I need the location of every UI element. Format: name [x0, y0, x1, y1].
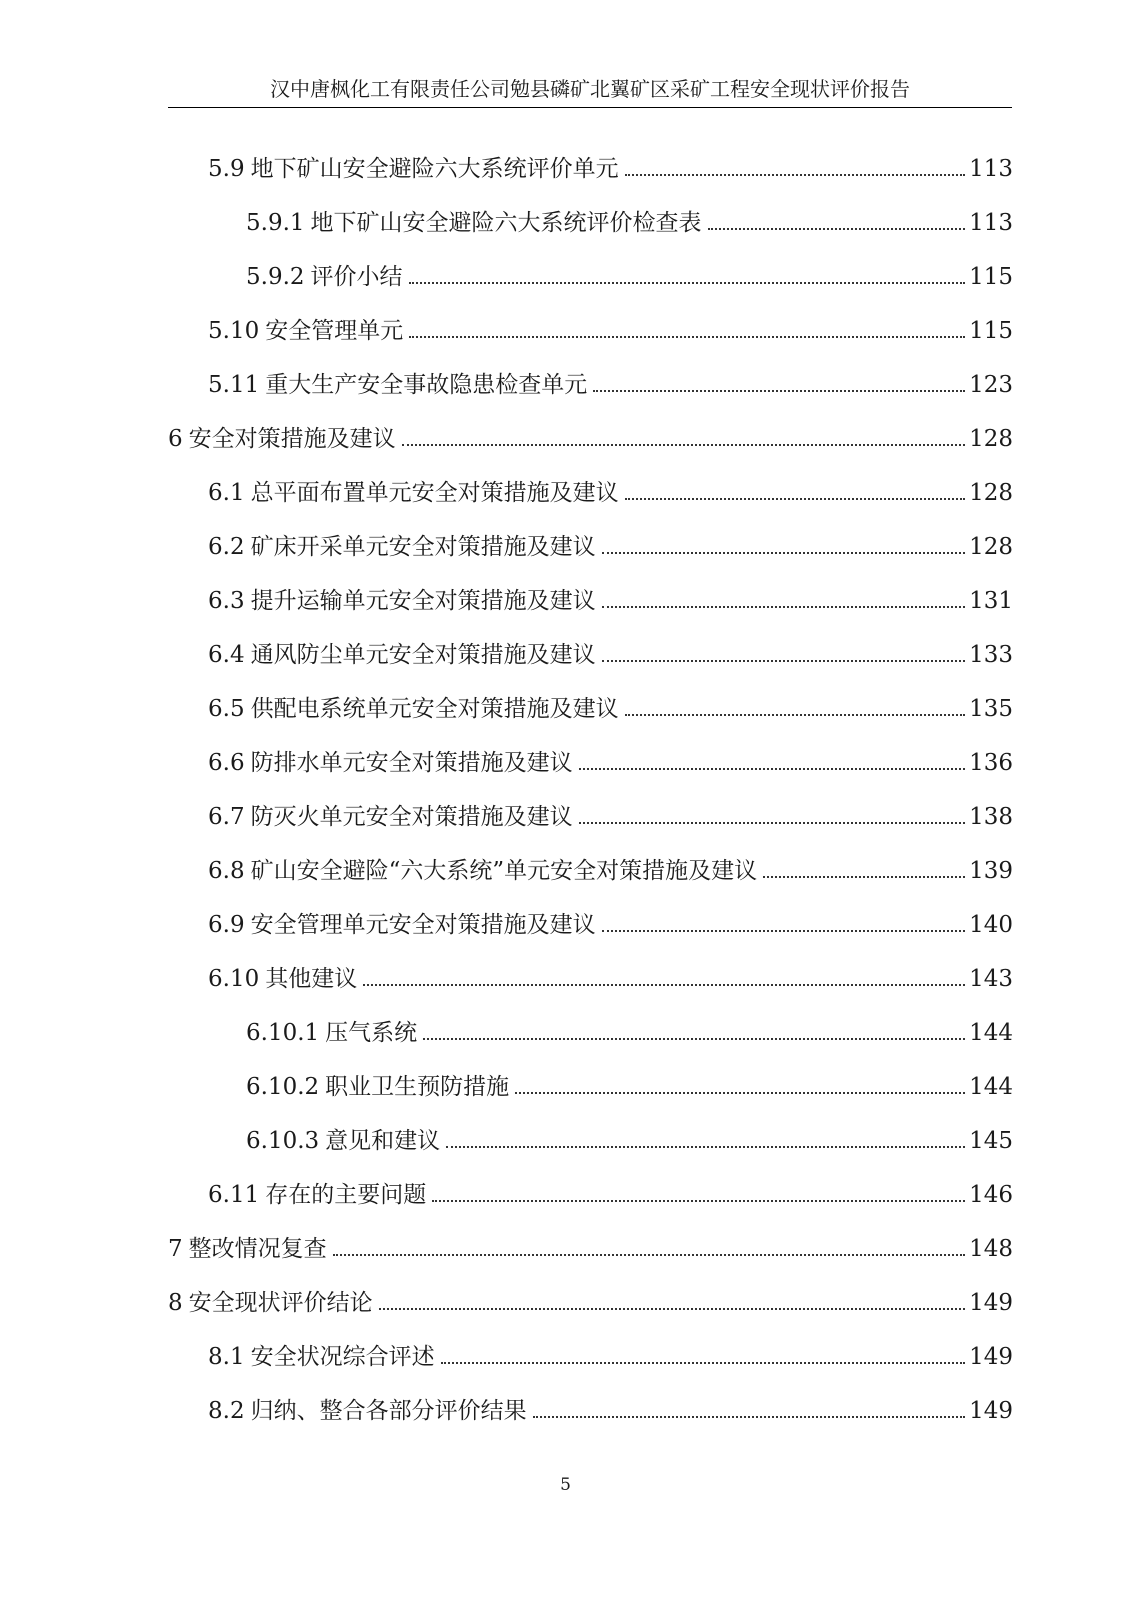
- toc-entry-page: 145: [969, 1128, 1013, 1154]
- toc-entry-number: 6.1: [208, 480, 245, 506]
- toc-dot-leader: [602, 605, 966, 608]
- toc-dot-leader: [409, 281, 966, 284]
- toc-dot-leader: [708, 227, 966, 230]
- toc-dot-leader: [625, 173, 966, 176]
- toc-entry[interactable]: [208, 528, 1013, 562]
- page-number: 5: [560, 1475, 571, 1495]
- toc-entry-page: 115: [969, 264, 1013, 290]
- toc-entry-page: 135: [969, 696, 1013, 722]
- toc-dot-leader: [379, 1307, 965, 1310]
- toc-dot-leader: [602, 659, 966, 662]
- toc-entry-number: 8.2: [208, 1398, 245, 1424]
- toc-entry-title: 安全管理单元安全对策措施及建议: [250, 912, 596, 938]
- toc-entry-page: 133: [969, 642, 1013, 668]
- toc-dot-leader: [763, 875, 965, 878]
- toc-entry-title: 地下矿山安全避险六大系统评价检查表: [310, 210, 702, 236]
- toc-entry-number: 6.6: [208, 750, 245, 776]
- toc-entry-title: 通风防尘单元安全对策措施及建议: [250, 642, 596, 668]
- toc-entry-number: 8: [168, 1290, 183, 1316]
- toc-entry[interactable]: [168, 1284, 1013, 1318]
- toc-entry[interactable]: [208, 1338, 1013, 1372]
- toc-entry-page: 143: [969, 966, 1013, 992]
- toc-entry-number: 5.9: [208, 156, 245, 182]
- toc-dot-leader: [533, 1415, 966, 1418]
- toc-entry[interactable]: [208, 690, 1013, 724]
- toc-entry-page: 128: [969, 534, 1013, 560]
- toc-entry-title: 归纳、整合各部分评价结果: [250, 1398, 527, 1424]
- toc-entry[interactable]: [246, 258, 1013, 292]
- toc-entry-page: 113: [969, 156, 1013, 182]
- toc-entry-number: 6.10.2: [246, 1074, 320, 1100]
- toc-entry-number: 5.11: [208, 372, 260, 398]
- toc-entry-title: 整改情况复查: [188, 1236, 327, 1262]
- toc-entry-title: 供配电系统单元安全对策措施及建议: [250, 696, 619, 722]
- toc-entry-title: 存在的主要问题: [265, 1182, 427, 1208]
- toc-entry-title: 压气系统: [325, 1020, 418, 1046]
- toc-entry-number: 5.9.2: [246, 264, 305, 290]
- toc-entry-number: 6.2: [208, 534, 245, 560]
- toc-entry-number: 6.8: [208, 858, 245, 884]
- toc-entry-title: 安全对策措施及建议: [188, 426, 396, 452]
- toc-entry-number: 6.10.3: [246, 1128, 320, 1154]
- toc-entry-page: 144: [969, 1074, 1013, 1100]
- toc-entry-title: 矿床开采单元安全对策措施及建议: [250, 534, 596, 560]
- toc-dot-leader: [625, 713, 966, 716]
- toc-dot-leader: [363, 983, 965, 986]
- toc-entry-number: 6: [168, 426, 183, 452]
- toc-entry-title: 提升运输单元安全对策措施及建议: [250, 588, 596, 614]
- toc-entry[interactable]: [208, 474, 1013, 508]
- toc-dot-leader: [602, 929, 966, 932]
- toc-entry-title: 重大生产安全事故隐患检查单元: [265, 372, 588, 398]
- toc-entry-page: 139: [969, 858, 1013, 884]
- toc-dot-leader: [446, 1145, 965, 1148]
- toc-entry[interactable]: [168, 420, 1013, 454]
- toc-entry[interactable]: [168, 1230, 1013, 1264]
- toc-entry-number: 6.5: [208, 696, 245, 722]
- toc-entry[interactable]: [208, 312, 1013, 346]
- toc-entry-title: 安全状况综合评述: [250, 1344, 435, 1370]
- toc-entry-page: 149: [969, 1398, 1013, 1424]
- toc-entry-number: 8.1: [208, 1344, 245, 1370]
- toc-entry[interactable]: [246, 1014, 1013, 1048]
- toc-entry-number: 6.10.1: [246, 1020, 320, 1046]
- toc-dot-leader: [602, 551, 966, 554]
- toc-dot-leader: [409, 335, 965, 338]
- toc-entry-number: 6.10: [208, 966, 260, 992]
- toc-entry-title: 防灭火单元安全对策措施及建议: [250, 804, 573, 830]
- toc-entry-title: 总平面布置单元安全对策措施及建议: [250, 480, 619, 506]
- toc-entry-page: 149: [969, 1290, 1013, 1316]
- toc-dot-leader: [402, 443, 965, 446]
- toc-entry[interactable]: [246, 1122, 1013, 1156]
- toc-entry-number: 6.11: [208, 1182, 260, 1208]
- toc-entry-number: 7: [168, 1236, 183, 1262]
- toc-entry-page: 140: [969, 912, 1013, 938]
- toc-entry-title: 意见和建议: [325, 1128, 441, 1154]
- toc-entry-page: 128: [969, 480, 1013, 506]
- toc-entry[interactable]: [208, 744, 1013, 778]
- toc-dot-leader: [579, 821, 966, 824]
- toc-entry[interactable]: [208, 852, 1013, 886]
- toc-entry[interactable]: [208, 366, 1013, 400]
- toc-entry-number: 5.9.1: [246, 210, 305, 236]
- toc-dot-leader: [579, 767, 966, 770]
- toc-dot-leader: [515, 1091, 965, 1094]
- toc-dot-leader: [423, 1037, 965, 1040]
- toc-entry[interactable]: [208, 798, 1013, 832]
- toc-entry-page: 144: [969, 1020, 1013, 1046]
- toc-entry-page: 123: [969, 372, 1013, 398]
- toc-entry[interactable]: [208, 150, 1013, 184]
- toc-entry-page: 113: [969, 210, 1013, 236]
- toc-entry-page: 131: [969, 588, 1013, 614]
- toc-entry-title: 评价小结: [310, 264, 403, 290]
- toc-entry[interactable]: [208, 960, 1013, 994]
- toc-entry-title: 其他建议: [265, 966, 358, 992]
- toc-entry-title: 职业卫生预防措施: [325, 1074, 510, 1100]
- toc-dot-leader: [625, 497, 966, 500]
- toc-entry-page: 148: [969, 1236, 1013, 1262]
- toc-entry-number: 6.7: [208, 804, 245, 830]
- toc-entry[interactable]: [208, 1176, 1013, 1210]
- toc-entry-page: 146: [969, 1182, 1013, 1208]
- toc-entry[interactable]: [208, 906, 1013, 940]
- toc-dot-leader: [432, 1199, 965, 1202]
- toc-entry-page: 115: [969, 318, 1013, 344]
- toc-entry[interactable]: [208, 636, 1013, 670]
- toc-entry[interactable]: [246, 204, 1013, 238]
- toc-dot-leader: [593, 389, 965, 392]
- toc-entry-title: 防排水单元安全对策措施及建议: [250, 750, 573, 776]
- toc-dot-leader: [333, 1253, 965, 1256]
- toc-entry-number: 5.10: [208, 318, 260, 344]
- toc-entry-number: 6.9: [208, 912, 245, 938]
- toc-entry-title: 矿山安全避险“六大系统”单元安全对策措施及建议: [250, 858, 758, 884]
- toc-entry[interactable]: [208, 582, 1013, 616]
- toc-entry-page: 149: [969, 1344, 1013, 1370]
- toc-entry[interactable]: [208, 1392, 1013, 1426]
- toc-entry-title: 安全管理单元: [265, 318, 404, 344]
- toc-entry[interactable]: [246, 1068, 1013, 1102]
- toc-entry-number: 6.4: [208, 642, 245, 668]
- toc-entry-page: 128: [969, 426, 1013, 452]
- toc-entry-title: 地下矿山安全避险六大系统评价单元: [250, 156, 619, 182]
- toc-entry-title: 安全现状评价结论: [188, 1290, 373, 1316]
- toc-entry-page: 136: [969, 750, 1013, 776]
- toc-entry-page: 138: [969, 804, 1013, 830]
- toc-entry-number: 6.3: [208, 588, 245, 614]
- report-title: 汉中唐枫化工有限责任公司勉县磷矿北翼矿区采矿工程安全现状评价报告: [270, 77, 910, 101]
- toc-dot-leader: [441, 1361, 966, 1364]
